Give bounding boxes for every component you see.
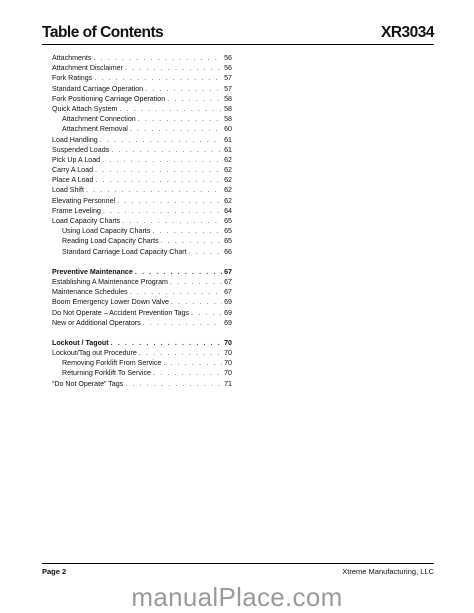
toc-entry[interactable]: [52, 185, 232, 195]
toc-entry-page: 67: [224, 277, 232, 286]
page-title: Table of Contents: [42, 24, 164, 41]
toc-entry[interactable]: [52, 124, 232, 134]
dot-leader: [122, 216, 222, 226]
toc-entry[interactable]: [52, 318, 232, 328]
toc-entry-page: 61: [224, 135, 232, 144]
dot-leader: [119, 104, 222, 114]
toc-entry-page: 58: [224, 94, 232, 103]
toc-entry[interactable]: [52, 379, 232, 389]
toc-entry[interactable]: [52, 196, 232, 206]
toc-group-lockout: [52, 348, 232, 389]
toc-entry[interactable]: [52, 368, 232, 378]
toc-entry-label: Establishing A Maintenance Program: [52, 277, 168, 286]
dot-leader: [100, 135, 222, 145]
toc-entry-label: Attachment Removal: [62, 125, 128, 134]
toc-entry-page: 64: [224, 206, 232, 215]
toc-section-label: Lockout / Tagout: [52, 338, 109, 347]
toc-section-preventive-maintenance[interactable]: [52, 267, 232, 277]
dot-leader: [111, 338, 222, 348]
toc-entry[interactable]: [52, 53, 232, 63]
toc-entry-page: 70: [224, 349, 232, 358]
toc-entry-page: 60: [224, 125, 232, 134]
toc-entry[interactable]: [52, 348, 232, 358]
toc-entry-page: 70: [224, 359, 232, 368]
toc-entry-page: 62: [224, 196, 232, 205]
toc-group-preventive: [52, 277, 232, 328]
toc-entry[interactable]: [52, 114, 232, 124]
section-gap: [52, 328, 232, 338]
toc-entry-label: Maintenance Schedules: [52, 288, 128, 297]
toc-entry[interactable]: [52, 73, 232, 83]
toc-entry-label: “Do Not Operate” Tags: [52, 379, 124, 388]
dot-leader: [102, 155, 222, 165]
toc-entry-label: Load Shift: [52, 186, 84, 195]
toc-section-page: 70: [224, 338, 232, 347]
toc-entry-page: 69: [224, 308, 232, 317]
toc-entry[interactable]: [52, 165, 232, 175]
table-of-contents: [52, 53, 232, 389]
toc-entry-label: Using Load Capacity Charts: [62, 227, 151, 236]
dot-leader: [95, 165, 222, 175]
toc-entry-page: 71: [224, 379, 232, 388]
toc-entry-label: Fork Ratings: [52, 74, 93, 83]
dot-leader: [117, 196, 222, 206]
dot-leader: [103, 206, 222, 216]
dot-leader: [93, 53, 222, 63]
dot-leader: [170, 277, 222, 287]
toc-section-lockout-tagout[interactable]: [52, 338, 232, 348]
toc-entry-label: Standard Carriage Load Capacity Chart: [62, 247, 187, 256]
toc-entry-page: 62: [224, 155, 232, 164]
toc-entry[interactable]: [52, 206, 232, 216]
toc-entry[interactable]: [52, 175, 232, 185]
dot-leader: [163, 358, 222, 368]
toc-entry-label: Load Capacity Charts: [52, 217, 121, 225]
toc-entry-label: Returning Forklift To Service: [62, 369, 151, 378]
dot-leader: [130, 287, 222, 297]
dot-leader: [189, 247, 223, 257]
toc-entry-label: Fork Positioning Carriage Operation: [52, 94, 166, 103]
dot-leader: [145, 84, 222, 94]
header-rule: [42, 44, 434, 45]
toc-entry[interactable]: [52, 155, 232, 165]
toc-entry[interactable]: [52, 287, 232, 297]
toc-entry[interactable]: [52, 135, 232, 145]
toc-entry-page: 57: [224, 84, 232, 93]
dot-leader: [125, 63, 222, 73]
toc-entry-page: 65: [224, 217, 232, 225]
toc-entry-page: 67: [224, 288, 232, 297]
toc-section-label: Preventive Maintenance: [52, 267, 133, 276]
toc-entry-label: Elevating Personnel: [52, 196, 116, 205]
toc-section-page: 67: [224, 267, 232, 276]
dot-leader: [139, 348, 222, 358]
toc-entry[interactable]: [52, 145, 232, 155]
toc-entry-label: Suspended Loads: [52, 145, 110, 154]
toc-entry-page: 57: [224, 74, 232, 83]
dot-leader: [171, 297, 222, 307]
dot-leader: [95, 175, 222, 185]
toc-entry-page: 69: [224, 298, 232, 307]
toc-entry[interactable]: [52, 63, 232, 73]
toc-entry-page: 56: [224, 54, 232, 62]
toc-entry-page: 61: [224, 145, 232, 154]
toc-entry[interactable]: [52, 94, 232, 104]
toc-entry[interactable]: [52, 216, 232, 226]
toc-entry-label: Attachments: [52, 54, 92, 62]
toc-entry[interactable]: [52, 308, 232, 318]
footer-rule: [42, 563, 434, 564]
toc-entry-label: Quick Attach System: [52, 104, 118, 113]
toc-entry-label: New or Additional Operators: [52, 318, 141, 327]
toc-entry-label: Attachment Connection: [62, 115, 136, 124]
toc-entry[interactable]: [52, 104, 232, 114]
dot-leader: [138, 114, 222, 124]
toc-entry-label: Boom Emergency Lower Down Valve: [52, 298, 169, 307]
page-header: [42, 24, 434, 42]
watermark: manualPlace.com: [131, 582, 343, 612]
dot-leader: [161, 236, 222, 246]
toc-group-attachments: [52, 53, 232, 257]
dot-leader: [125, 379, 222, 389]
model-number: XR3034: [380, 24, 434, 41]
toc-entry-label: Carry A Load: [52, 166, 94, 175]
toc-entry[interactable]: [52, 358, 232, 368]
toc-entry-label: Reading Load Capacity Charts: [62, 237, 159, 246]
toc-entry-page: 62: [224, 176, 232, 185]
footer-page-label: Page 2: [42, 567, 67, 576]
footer-company: Xtreme Manufacturing, LLC: [342, 567, 434, 576]
toc-entry-page: 69: [224, 318, 232, 327]
toc-entry[interactable]: [52, 277, 232, 287]
toc-entry[interactable]: [52, 247, 232, 257]
dot-leader: [143, 318, 222, 328]
dot-leader: [153, 368, 222, 378]
toc-entry-page: 65: [224, 237, 232, 246]
toc-entry[interactable]: [52, 84, 232, 94]
toc-entry-label: Do Not Operate – Accident Prevention Tags: [52, 308, 190, 317]
dot-leader: [167, 94, 222, 104]
toc-entry-page: 66: [224, 247, 232, 256]
dot-leader: [135, 267, 222, 277]
dot-leader: [86, 185, 222, 195]
dot-leader: [94, 73, 222, 83]
toc-entry-label: Standard Carriage Operation: [52, 84, 144, 93]
toc-entry-label: Frame Leveling: [52, 206, 101, 215]
dot-leader: [130, 124, 222, 134]
toc-entry-page: 56: [224, 64, 232, 73]
toc-entry-page: 58: [224, 104, 232, 113]
section-gap: [52, 257, 232, 267]
toc-entry-label: Load Handling: [52, 135, 98, 144]
toc-entry-label: Place A Load: [52, 176, 94, 185]
toc-entry-page: 62: [224, 186, 232, 195]
toc-entry[interactable]: [52, 226, 232, 236]
toc-entry-label: Lockout/Tag out Procedure: [52, 349, 137, 358]
dot-leader: [191, 308, 222, 318]
dot-leader: [152, 226, 222, 236]
toc-entry-page: 70: [224, 369, 232, 378]
toc-entry-label: Pick Up A Load: [52, 155, 101, 164]
toc-entry[interactable]: [52, 236, 232, 246]
dot-leader: [111, 145, 222, 155]
toc-entry-label: Removing Forklift From Service: [62, 359, 162, 368]
toc-entry-page: 62: [224, 166, 232, 175]
toc-entry-page: 65: [224, 227, 232, 236]
toc-entry[interactable]: [52, 297, 232, 307]
toc-entry-page: 58: [224, 115, 232, 124]
toc-entry-label: Attachment Disclaimer: [52, 64, 123, 73]
